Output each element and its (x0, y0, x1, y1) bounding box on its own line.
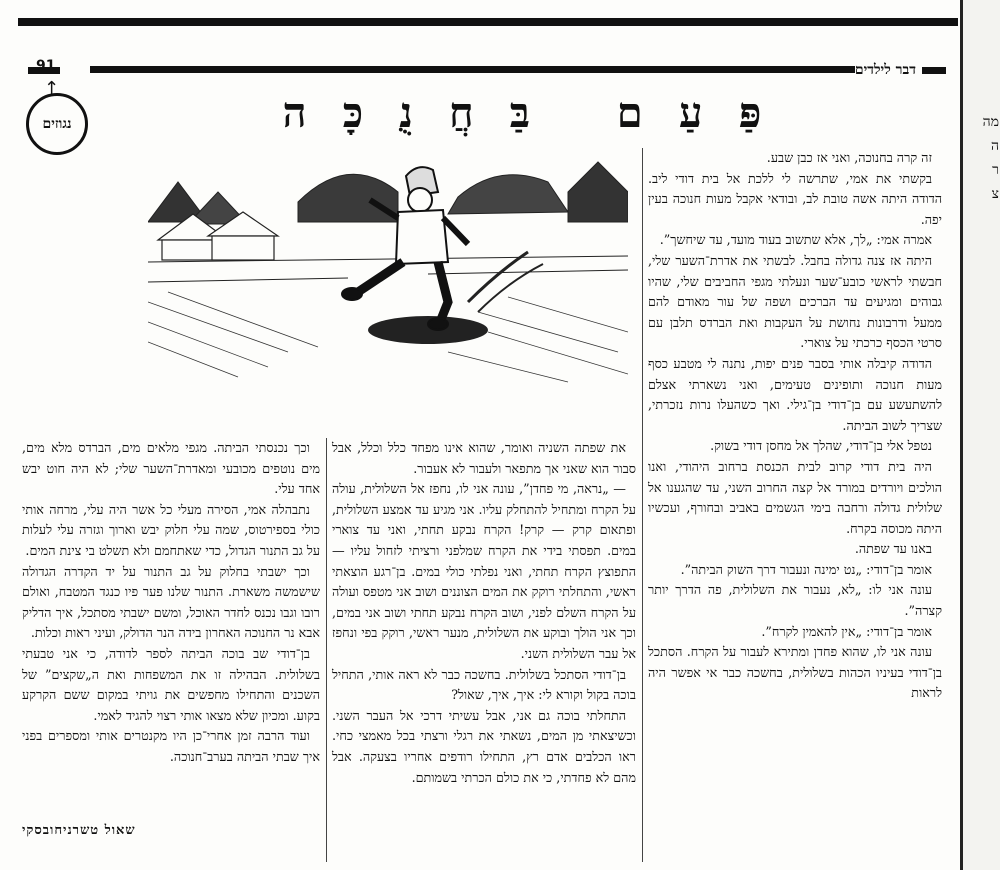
paragraph: נתבהלה אמי, הסירה מעלי כל אשר היה עלי, מרחה אותי כולי בספירטוס, שמה עלי חלוק יבש וארוך וגזרה עלי לעלות על גב התנור הגדול, כדי שאתחמם ולא תשלט בי צינת המים. (22, 501, 320, 558)
edge-text-line: מה (982, 114, 999, 130)
paragraph: היתה אז צנה גדולה בחבל. לבשתי את אדרת־השער שלי, חבשתי לראשי כובע־שער ונעלתי מגפי החביבים שלי, שהיו גבוהים ומגיעים עד הברכים ושפה של עור מאודם להם ממעל ודרבונות נחושת על העקבות ואת הברדס תלבן עם סרטי הכסף כרכתי על צוארי. (648, 252, 942, 351)
adjacent-page-edge (960, 0, 1000, 870)
edge-text-line: צ (991, 186, 999, 202)
paragraph: באנו עד שפתה. (854, 541, 932, 557)
paragraph: היה בית דודי קרוב לבית הכנסת ברחוב היהודי, ואנו הולכים ויורדים במורד אל קצה החרוב השני, עד שהגענו אל שלולית גדולה ורחבה בימי הגשמים באביב ובחורף, ועכשיו היתה מכוסה בקרח. (648, 458, 942, 536)
paragraph: זה קרה בחנוכה, ואני אז כבן שבע. (766, 150, 932, 165)
paragraph: בקשתי את אמי, שתרשה לי ללכת אל בית דודי ליב. הדודה היתה אשה טובת לב, ובודאי אקבל מעות חנוכה בעין יפה. (648, 170, 942, 227)
paragraph: עונה אני לו, שהוא פחדן ומתירא לעבור על הקרח. הסתכל בן־דודי בעיניו הכהות בשלולית, בחשכה כבר אי אפשר היה לראות (648, 644, 942, 701)
paragraph: אומר בן־דודי: „נט ימינה ונעבור דרך השוק הביתה”. (680, 561, 932, 577)
paragraph: אומר בן־דודי: „אין להאמין לקרח”. (761, 623, 932, 639)
edge-text-line: ה (990, 138, 999, 154)
section-logo (26, 93, 88, 155)
paragraph: התחלתי בוכה גם אני, אבל עשיתי דרכי אל העבר השני. וכשיצאתי מן המים, נשאתי את רגלי ורצתי בכל מאמצי כחי. ראו הכלבים אדם רץ, התחילו רודפים אחריו בצעקה. אבל מהם לא פחדתי, כי את כולם הכרתי בשמותם. (332, 707, 636, 785)
story-illustration (148, 152, 628, 384)
header-rule-right (922, 67, 946, 74)
paragraph: בן־דודי הסתכל בשלולית. בחשכה כבר לא ראה אותי, התחיל בוכה בקול וקורא לי: איך, איך, שאול? (332, 666, 636, 703)
story-title: פַּעַם בַּחֲנֻכָּה (282, 88, 798, 137)
column-divider (326, 438, 327, 862)
paragraph: ועוד הרבה זמן אחרי־כן היו מקנטרים אותי ומספרים בפני איך שבתי הביתה בערב־חנוכה. (22, 728, 320, 764)
logo-text: נגוזים (42, 115, 72, 132)
column-left (22, 438, 320, 768)
column-divider (642, 148, 643, 862)
column-right (648, 148, 942, 704)
paragraph: — „נראה, מי פחדן”, עונה אני לו, נחפז אל השלולית, עולה על הקרח ומתחיל להתחלק עליו. אני מגיע עד אמצע השלולית, ופתאום קרק — קרק! הקרח נבקע תחתי, ואני עד צוארי במים. תפסתי בידי את הקרח שמלפני ורציתי לזחול עליו — התפוצץ הקרח תחתי, ואני נפלתי כולי במים. בן־רגע הוצאתי ראשי, והתחלתי רוקק את המים הצוננים ושוב אני מטפס ועולה על הקרח השלם לפני, ושוב הקרח נבקע תחתי ושוב אני במים, וכך אני הולך ובוקע את השלולית, מנער ראשי, רוקק בפי ונחפז אל עבר השלולית השני. (332, 481, 636, 661)
paragraph: וכך ישבתי בחלוק על גב התנור על יד הקדרה הגדולה שישמשה משארת. התנור שלנו פער פיו כנגד המטבח, ואולם רובו וגבו נכנס לחדר האוכל, ומשם ישבתי מסתכל, איך הדליק אבא נר החנוכה האחרון בידה הנר הדולק, ועיני ראות וכלות. (22, 563, 320, 641)
margin-mark-icon: ↑ (44, 78, 60, 99)
paragraph: בן־דודי שב בוכה הביתה לספר לדודה, כי אני טבעתי בשלולית. הבהילה זו את המשפחות ואת ה„שקצים” של השכנים והתחילו מחפשים את גויתי במקום ששם הקרקע בקוע. ומכיון שלא מצאו אותי רצוי להגיד לאמי. (22, 645, 320, 723)
paragraph: עונה אני לו: „לא, נעבור את השלולית, פה הדרך יותר קצרה”. (648, 582, 942, 619)
running-title: דבר לילדים (854, 62, 916, 78)
page-number: 91 (36, 58, 56, 74)
page-header (28, 58, 946, 80)
paragraph: אמרה אמי: „לך, אלא שתשוב בעוד מועד, עד שיחשך”. (659, 232, 932, 248)
top-rule (18, 18, 958, 26)
column-middle (332, 438, 636, 788)
paragraph: וכך נכנסתי הביתה. מגפי מלאים מים, הברדס מלא מים, מים נוטפים מכובעי ומאדרת־השער שלי; לא היה חוט יבש אחד עלי. (22, 440, 320, 497)
paragraph: את שפתה השניה ואומר, שהוא אינו מפחד כלל וכלל, אבל סבור הוא שאני אך מתפאר ולעבור לא אעבור. (332, 440, 636, 476)
paragraph: נטפל אלי בן־דודי, שהלך אל מחסן דודי בשוק. (710, 438, 932, 454)
paragraph: הדודה קיבלה אותי בסבר פנים יפות, נתנה לי מטבע כסף מעות חנוכה ותופינים טעימים, ואני נשארתי אצלם להשתעשע עם בן־דודי בן־גילי. ואך כשהעלו נרות נזכרתי, שצריך לשוב הביתה. (648, 355, 942, 433)
adjacent-page-text (969, 110, 999, 206)
edge-text-line: ר (992, 162, 999, 178)
header-rule-middle (90, 66, 855, 73)
author-signature: שאול טשרניחובסקי (22, 823, 136, 838)
